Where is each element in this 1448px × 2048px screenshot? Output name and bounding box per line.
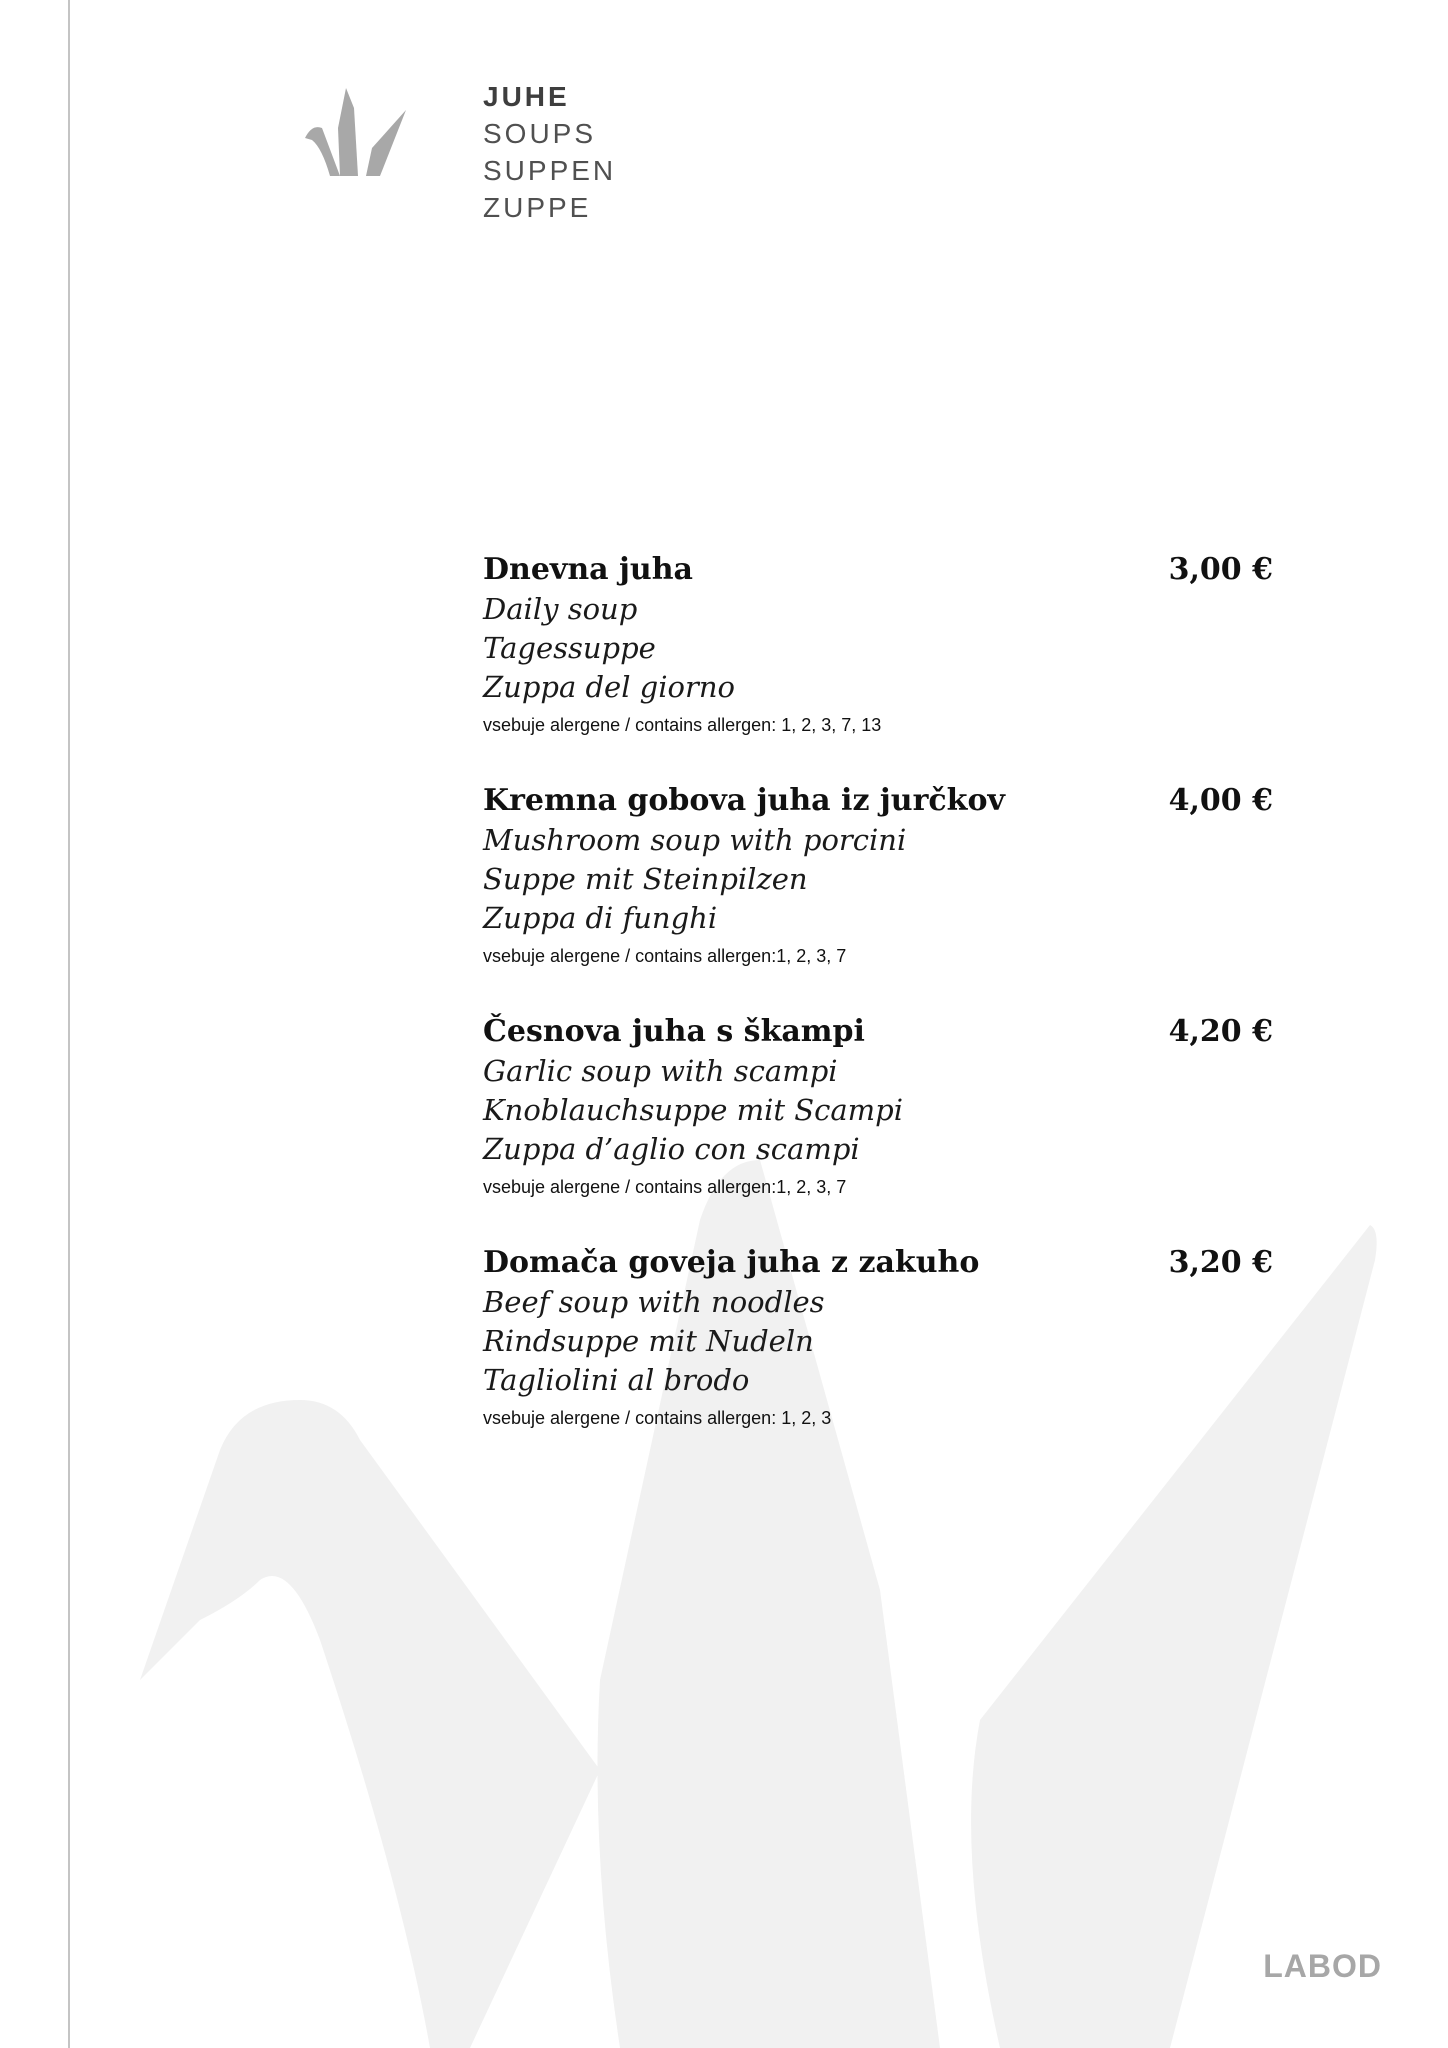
heading-english: SOUPS bbox=[483, 118, 597, 149]
menu-item bbox=[483, 550, 1273, 737]
item-translation-italian: Zuppa del giorno bbox=[483, 670, 735, 704]
item-price: 4,00 € bbox=[1168, 783, 1273, 818]
item-price: 4,20 € bbox=[1168, 1014, 1273, 1049]
item-name: Česnova juha s škampi bbox=[483, 1014, 865, 1049]
item-allergens: vsebuje alergene / contains allergen: 1, 2, 3, 7, 13 bbox=[483, 715, 882, 735]
menu-list bbox=[483, 550, 1273, 1474]
item-translation-german: Suppe mit Steinpilzen bbox=[483, 862, 808, 896]
swan-crown-logo-icon bbox=[300, 88, 410, 178]
item-translation-italian: Zuppa d’aglio con scampi bbox=[483, 1132, 860, 1166]
menu-section-heading bbox=[483, 78, 616, 226]
item-allergens: vsebuje alergene / contains allergen:1, 2, 3, 7 bbox=[483, 946, 847, 966]
item-name: Dnevna juha bbox=[483, 552, 693, 587]
item-name: Kremna gobova juha iz jurčkov bbox=[483, 783, 1005, 818]
item-translation-italian: Tagliolini al brodo bbox=[483, 1363, 750, 1397]
item-translation-english: Garlic soup with scampi bbox=[483, 1054, 838, 1088]
item-translation-german: Knoblauchsuppe mit Scampi bbox=[483, 1093, 903, 1127]
item-price: 3,20 € bbox=[1168, 1245, 1273, 1280]
item-translation-english: Daily soup bbox=[483, 592, 638, 626]
item-allergens: vsebuje alergene / contains allergen: 1, 2, 3 bbox=[483, 1408, 832, 1428]
item-price: 3,00 € bbox=[1168, 552, 1273, 587]
brand-logo-text: LABOD bbox=[1263, 1948, 1382, 1984]
heading-slovenian: JUHE bbox=[483, 81, 570, 112]
heading-italian: ZUPPE bbox=[483, 192, 592, 223]
menu-item bbox=[483, 781, 1273, 968]
item-allergens: vsebuje alergene / contains allergen:1, 2, 3, 7 bbox=[483, 1177, 847, 1197]
item-translation-english: Beef soup with noodles bbox=[483, 1285, 825, 1319]
heading-german: SUPPEN bbox=[483, 155, 617, 186]
item-name: Domača goveja juha z zakuho bbox=[483, 1245, 980, 1280]
menu-item bbox=[483, 1012, 1273, 1199]
item-translation-italian: Zuppa di funghi bbox=[483, 901, 718, 935]
item-translation-german: Rindsuppe mit Nudeln bbox=[483, 1324, 814, 1358]
item-translation-german: Tagessuppe bbox=[483, 631, 656, 665]
menu-item bbox=[483, 1243, 1273, 1430]
item-translation-english: Mushroom soup with porcini bbox=[483, 823, 907, 857]
